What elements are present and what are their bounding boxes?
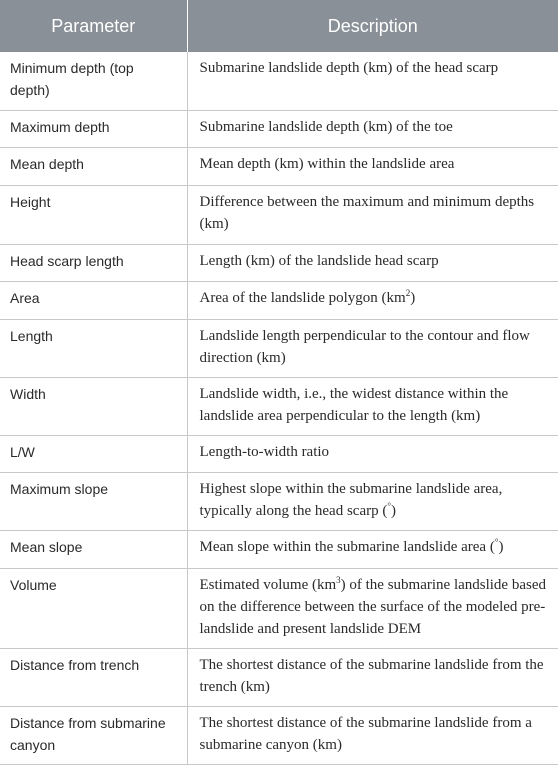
header-parameter: Parameter bbox=[0, 0, 187, 52]
description-text: Estimated volume (km bbox=[199, 576, 337, 593]
parameter-cell: Volume bbox=[0, 568, 187, 648]
description-text: ) of the submarine landslide based on the difference between the surface of the modeled pre-landslide and present landslide DEM bbox=[199, 576, 546, 637]
parameter-cell: Maximum slope bbox=[0, 472, 187, 530]
table-row bbox=[0, 319, 558, 377]
parameter-cell: Area bbox=[0, 281, 187, 319]
description-cell: Length-to-width ratio bbox=[187, 435, 558, 472]
parameter-cell: Mean depth bbox=[0, 147, 187, 185]
description-text: ) bbox=[410, 289, 416, 306]
description-cell bbox=[187, 530, 558, 568]
description-cell: Landslide length perpendicular to the contour and flow direction (km) bbox=[187, 319, 558, 377]
parameter-cell: Height bbox=[0, 185, 187, 244]
superscript: ° bbox=[387, 500, 391, 511]
description-text: Area of the landslide polygon (km bbox=[199, 289, 406, 306]
description-cell: Length (km) of the landslide head scarp bbox=[187, 244, 558, 281]
description-cell bbox=[187, 472, 558, 530]
table-row bbox=[0, 147, 558, 185]
table-row bbox=[0, 472, 558, 530]
table-row bbox=[0, 706, 558, 764]
description-cell: Submarine landslide depth (km) of the toe bbox=[187, 110, 558, 147]
table-row bbox=[0, 568, 558, 648]
description-cell: The shortest distance of the submarine landslide from a submarine canyon (km) bbox=[187, 706, 558, 764]
table-row bbox=[0, 648, 558, 706]
parameter-cell: Width bbox=[0, 377, 187, 435]
table-row bbox=[0, 244, 558, 281]
table-header-row bbox=[0, 0, 558, 52]
description-cell: Difference between the maximum and minimum depths (km) bbox=[187, 185, 558, 244]
table-row bbox=[0, 110, 558, 147]
description-text: Highest slope within the submarine landslide area, typically along the head scarp ( bbox=[199, 480, 503, 519]
description-text: Mean slope within the submarine landslide area ( bbox=[199, 538, 495, 555]
description-cell bbox=[187, 281, 558, 319]
parameter-cell: Mean slope bbox=[0, 530, 187, 568]
description-cell: Landslide width, i.e., the widest distance within the landslide area perpendicular to the length (km) bbox=[187, 377, 558, 435]
parameter-cell: Distance from trench bbox=[0, 648, 187, 706]
parameter-cell: Length bbox=[0, 319, 187, 377]
parameter-cell: L/W bbox=[0, 435, 187, 472]
description-cell: Submarine landslide depth (km) of the head scarp bbox=[187, 52, 558, 110]
superscript: ° bbox=[494, 536, 499, 547]
description-cell: Mean depth (km) within the landslide area bbox=[187, 147, 558, 185]
description-cell bbox=[187, 568, 558, 648]
parameter-cell: Head scarp length bbox=[0, 244, 187, 281]
parameter-cell: Minimum depth (top depth) bbox=[0, 52, 187, 110]
table-row bbox=[0, 185, 558, 244]
table-row bbox=[0, 377, 558, 435]
table-row bbox=[0, 281, 558, 319]
parameter-cell: Maximum depth bbox=[0, 110, 187, 147]
description-text: ) bbox=[390, 502, 396, 519]
superscript: 2 bbox=[405, 287, 411, 298]
table-row bbox=[0, 435, 558, 472]
header-description: Description bbox=[187, 0, 558, 52]
description-cell: The shortest distance of the submarine landslide from the trench (km) bbox=[187, 648, 558, 706]
table-row bbox=[0, 52, 558, 110]
parameter-cell: Distance from submarine canyon bbox=[0, 706, 187, 764]
description-text: ) bbox=[498, 538, 504, 555]
table-row bbox=[0, 530, 558, 568]
superscript: 3 bbox=[336, 574, 341, 585]
